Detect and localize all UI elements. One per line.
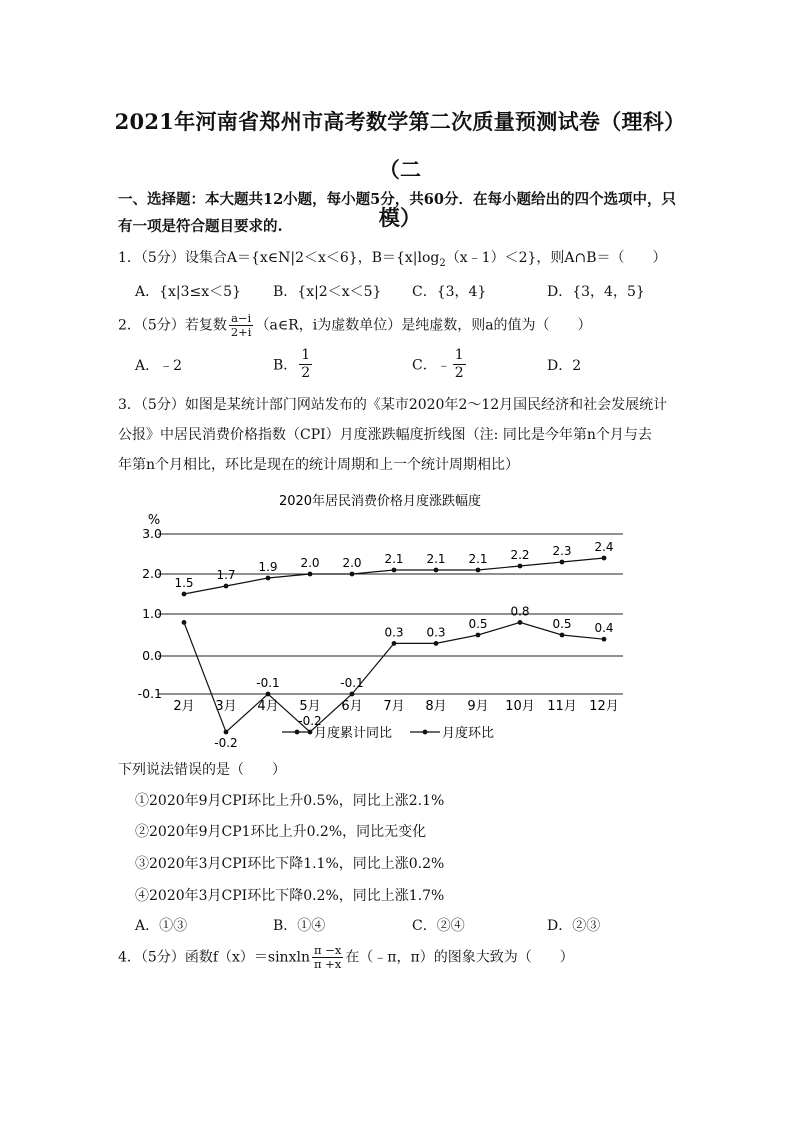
data-label: 0.5 xyxy=(552,617,572,631)
data-point xyxy=(392,641,397,646)
data-point xyxy=(560,560,565,565)
q3-option-d: D．②③ xyxy=(547,918,601,934)
x-tick-label: 12月 xyxy=(589,699,619,714)
chart-title: 2020年居民消费价格月度涨跌幅度 xyxy=(278,494,482,509)
data-point xyxy=(224,730,229,735)
data-point xyxy=(434,641,439,646)
q2-opt-b-num: 1 xyxy=(301,347,311,363)
legend-label-1: 月度累计同比 xyxy=(314,726,393,741)
y-tick-label: -0.1 xyxy=(137,686,162,701)
x-tick-label: 8月 xyxy=(425,699,447,714)
data-point xyxy=(518,620,523,625)
y-tick-label: 2.0 xyxy=(142,566,162,581)
data-label: -0.2 xyxy=(298,714,322,728)
q3-statement-1: ①2020年9月CPI环比上升0.5%，同比上涨2.1% xyxy=(135,793,445,809)
chart-legend xyxy=(282,725,494,741)
q3-question: 下列说法错误的是（ ） xyxy=(118,762,286,778)
data-label: 0.4 xyxy=(594,621,614,636)
legend-label-2: 月度环比 xyxy=(442,726,495,741)
q2-frac-den: 2+i xyxy=(230,325,252,339)
q4-suffix: 在（﹣π，π）的图象大致为（ ） xyxy=(345,949,574,966)
section-line-2: 有一项是符合题目要求的. xyxy=(118,218,283,235)
data-label: 2.1 xyxy=(384,552,404,566)
q1-log-base: 2 xyxy=(439,257,446,269)
data-label: 2.2 xyxy=(510,548,530,562)
q2-suffix: （a∈R，i为虚数单位）是纯虚数，则a的值为（ ） xyxy=(255,317,592,334)
x-tick-label: 6月 xyxy=(341,699,363,714)
q3-line-2: 公报》中居民消费价格指数（CPI）月度涨跌幅度折线图（注: 同比是今年第n个月与去 xyxy=(118,427,652,443)
data-label: 2.0 xyxy=(300,556,320,570)
y-tick-label: 3.0 xyxy=(142,526,162,541)
section-line-1: 一、选择题：本大题共12小题，每小题5分，共60分．在每小题给出的四个选项中，只 xyxy=(118,191,676,208)
q3-statement-2: ②2020年9月CP1环比上升0.2%，同比无变化 xyxy=(135,824,427,840)
q2-opt-b-den: 2 xyxy=(301,365,311,381)
data-label: 1.5 xyxy=(174,576,194,590)
data-label: 1.9 xyxy=(258,560,278,574)
data-point xyxy=(392,568,397,573)
title-line-1: 2021年河南省郑州市高考数学第二次质量预测试卷（理科）（二 xyxy=(114,109,686,182)
data-label: 0.5 xyxy=(468,617,488,631)
q4-frac-den: π +x xyxy=(313,957,342,971)
y-tick-label: 0.0 xyxy=(142,648,162,663)
q1-prefix: 1．（5分）设集合 xyxy=(118,250,227,266)
q2-option-a: A．﹣2 xyxy=(135,358,183,374)
data-label: -0.1 xyxy=(340,676,364,690)
data-label: 2.0 xyxy=(342,556,362,570)
data-label: 2.4 xyxy=(594,540,614,554)
y-tick-label: 1.0 xyxy=(142,606,162,621)
data-point xyxy=(308,572,313,577)
chart-x-ticks xyxy=(173,699,618,714)
chart-y-unit: % xyxy=(147,513,161,528)
x-tick-label: 3月 xyxy=(215,699,237,714)
q3-line-3: 年第n个月相比，环比是现在的统计周期和上一个统计周期相比） xyxy=(118,457,520,473)
q2-frac-num: a−i xyxy=(229,312,254,326)
q2-opt-c-label: C．﹣ xyxy=(412,357,451,374)
data-label: 2.3 xyxy=(552,544,572,558)
q2-opt-c-num: 1 xyxy=(454,347,464,363)
data-label: 2.1 xyxy=(426,552,446,566)
q2-prefix: 2．（5分）若复数 xyxy=(118,317,227,334)
q4-frac-num: π −x xyxy=(313,943,342,957)
q1-option-c: C．{3，4} xyxy=(412,284,487,300)
data-label: -0.2 xyxy=(214,736,238,750)
q2-option-d: D．2 xyxy=(547,358,582,374)
data-label: 0.3 xyxy=(426,625,446,640)
q3-option-b: B．①④ xyxy=(273,918,326,934)
data-point xyxy=(434,568,439,573)
x-tick-label: 4月 xyxy=(257,699,279,714)
q1-option-a: A．{x|3≤x＜5} xyxy=(135,284,241,300)
x-tick-label: 7月 xyxy=(383,699,405,714)
data-point xyxy=(518,564,523,569)
data-point xyxy=(266,576,271,581)
q3-line-1: 3．（5分）如图是某统计部门网站发布的《某市2020年2～12月国民经济和社会发展统计 xyxy=(118,397,668,413)
x-tick-label: 5月 xyxy=(299,699,321,714)
legend-marker-1 xyxy=(295,730,300,735)
x-tick-label: 11月 xyxy=(547,699,577,714)
q1-set-a: A＝{x∈N|2＜x＜6}， xyxy=(226,250,372,266)
q3-statement-3: ③2020年3月CPI环比下降1.1%，同比上涨0.2% xyxy=(135,856,445,872)
data-point xyxy=(476,633,481,638)
data-point xyxy=(182,592,187,597)
data-label: 1.7 xyxy=(216,568,236,582)
question-4 xyxy=(118,944,688,971)
data-label: 0.3 xyxy=(384,625,404,640)
data-point xyxy=(266,692,271,697)
data-point xyxy=(476,568,481,573)
q1-option-d: D．{3，4，5} xyxy=(547,284,645,300)
data-point xyxy=(350,572,355,577)
data-point xyxy=(182,620,187,625)
x-tick-label: 2月 xyxy=(173,699,195,714)
data-point xyxy=(560,633,565,638)
data-point xyxy=(602,637,607,642)
q1-rest: （x﹣1）＜2}，则A∩B＝（ ） xyxy=(445,250,667,266)
q3-option-a: A．①③ xyxy=(135,918,188,934)
data-point xyxy=(350,692,355,697)
q3-option-c: C．②④ xyxy=(412,918,465,934)
title-line-2: 模） xyxy=(378,205,422,230)
q1-option-b: B．{x|2＜x＜5} xyxy=(273,284,382,300)
data-label: 0.8 xyxy=(510,604,530,619)
chart-series xyxy=(174,540,613,750)
q2-opt-c-den: 2 xyxy=(454,365,464,381)
chart-y-ticks xyxy=(138,526,162,701)
q1-set-b: B＝{x|log xyxy=(371,250,440,266)
q4-prefix: 4．（5分）函数f（x）＝sinxln xyxy=(118,949,310,966)
q4-fraction xyxy=(312,944,343,971)
x-tick-label: 10月 xyxy=(505,699,535,714)
q3-statement-4: ④2020年3月CPI环比下降0.2%，同比上涨1.7% xyxy=(135,888,445,904)
x-tick-label: 9月 xyxy=(467,699,489,714)
data-label: -0.1 xyxy=(256,676,280,690)
q2-opt-b-label: B． xyxy=(273,357,298,374)
data-label: 2.1 xyxy=(468,552,488,566)
data-point xyxy=(224,584,229,589)
legend-marker-2 xyxy=(423,730,428,735)
data-point xyxy=(602,556,607,561)
